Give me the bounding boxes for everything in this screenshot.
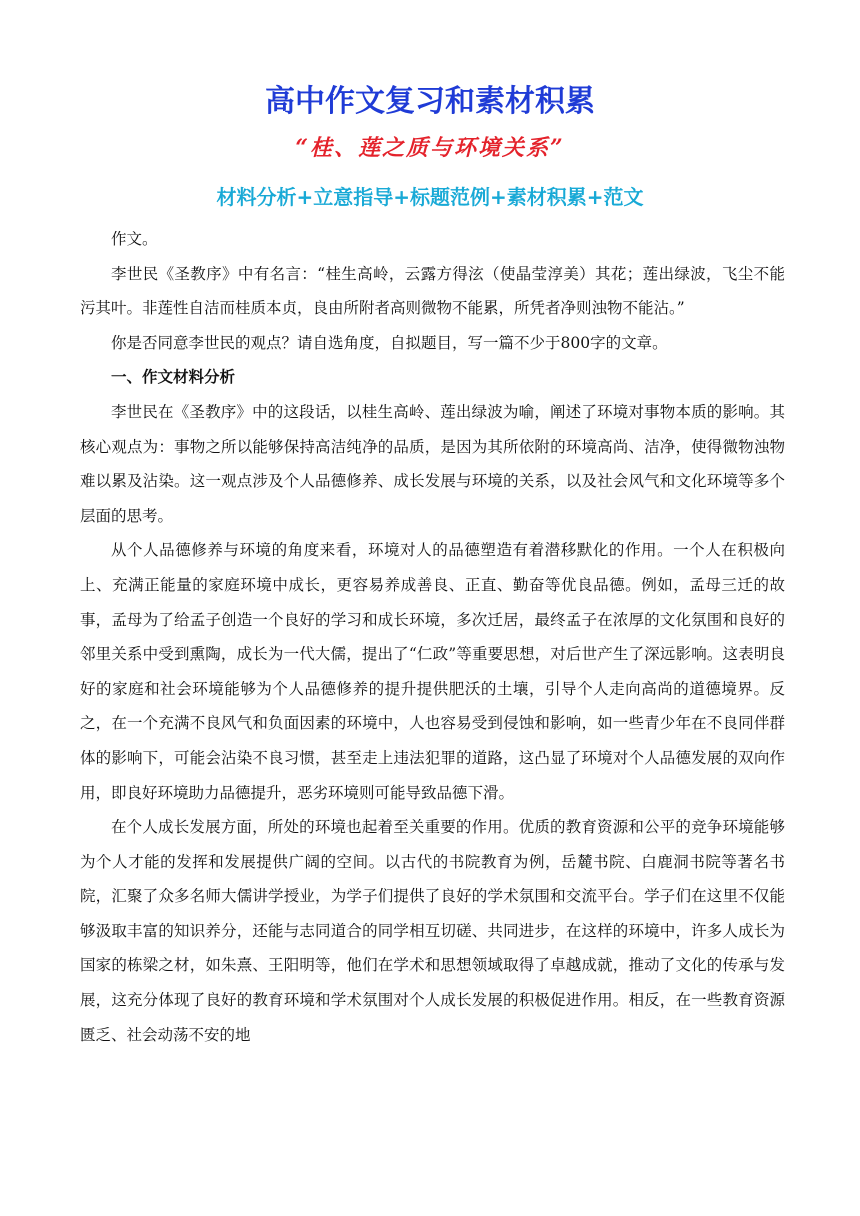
document-section-outline: 材料分析+立意指导+标题范例+素材积累+范文 xyxy=(216,185,644,209)
document-title: 高中作文复习和素材积累 xyxy=(265,84,595,119)
prompt-paragraph: 你是否同意李世民的观点？请自选角度，自拟题目，写一篇不少于800字的文章。 xyxy=(111,333,668,352)
paragraph: 在个人成长发展方面，所处的环境也起着至关重要的作用。优质的教育资源和公平的竞争环境能够为个人才能的发挥和发展提供广阔的空间。以古代的书院教育为例，岳麓书院、白鹿洞书院等著名书院，汇聚了众多名师大儒讲学授业，为学子们提供了良好的学术氛围和交流平台。学子们在这里不仅能够汲取丰富的知识养分，还能与志同道合的同学相互切磋、共同进步，在这样的环境中，许多人成长为国家的栋梁之材，如朱熹、王阳明等，他们在学术和思想领域取得了卓越成就，推动了文化的传承与发展，这充分体现了良好的教育环境和学术氛围对个人成长发展的积极促进作用。相反，在一些教育资源匮乏、社会动荡不安的地 xyxy=(80,818,785,1044)
document-body xyxy=(80,222,785,1052)
paragraph: 从个人品德修养与环境的角度来看，环境对人的品德塑造有着潜移默化的作用。一个人在积极向上、充满正能量的家庭环境中成长，更容易养成善良、正直、勤奋等优良品德。例如，孟母三迁的故事，孟母为了给孟子创造一个良好的学习和成长环境，多次迁居，最终孟子在浓厚的文化氛围和良好的邻里关系中受到熏陶，成长为一代大儒，提出了“仁政”等重要思想，对后世产生了深远影响。这表明良好的家庭和社会环境能够为个人品德修养的提升提供肥沃的土壤，引导个人走向高尚的道德境界。反之，在一个充满不良风气和负面因素的环境中，人也容易受到侵蚀和影响，如一些青少年在不良同伴群体的影响下，可能会沾染不良习惯，甚至走上违法犯罪的道路，这凸显了环境对个人品德发展的双向作用，即良好环境助力品德提升，恶劣环境则可能导致品德下滑。 xyxy=(80,541,785,802)
paragraph: 李世民在《圣教序》中的这段话，以桂生高岭、莲出绿波为喻，阐述了环境对事物本质的影响。其核心观点为：事物之所以能够保持高洁纯净的品质，是因为其所依附的环境高尚、洁净，使得微物浊物难以累及沾染。这一观点涉及个人品德修养、成长发展与环境的关系，以及社会风气和文化环境等多个层面的思考。 xyxy=(80,402,785,525)
paragraph: 作文。 xyxy=(111,230,158,248)
quote-paragraph: 李世民《圣教序》中有名言：“桂生高岭，云露方得泫（使晶莹淳美）其花；莲出绿波，飞尘不能污其叶。非莲性自洁而桂质本贞，良由所附者高则微物不能累，所凭者净则浊物不能沾。” xyxy=(80,264,785,318)
section-heading: 一、作文材料分析 xyxy=(111,367,236,387)
document-subtitle: “桂、莲之质与环境关系” xyxy=(295,135,565,161)
